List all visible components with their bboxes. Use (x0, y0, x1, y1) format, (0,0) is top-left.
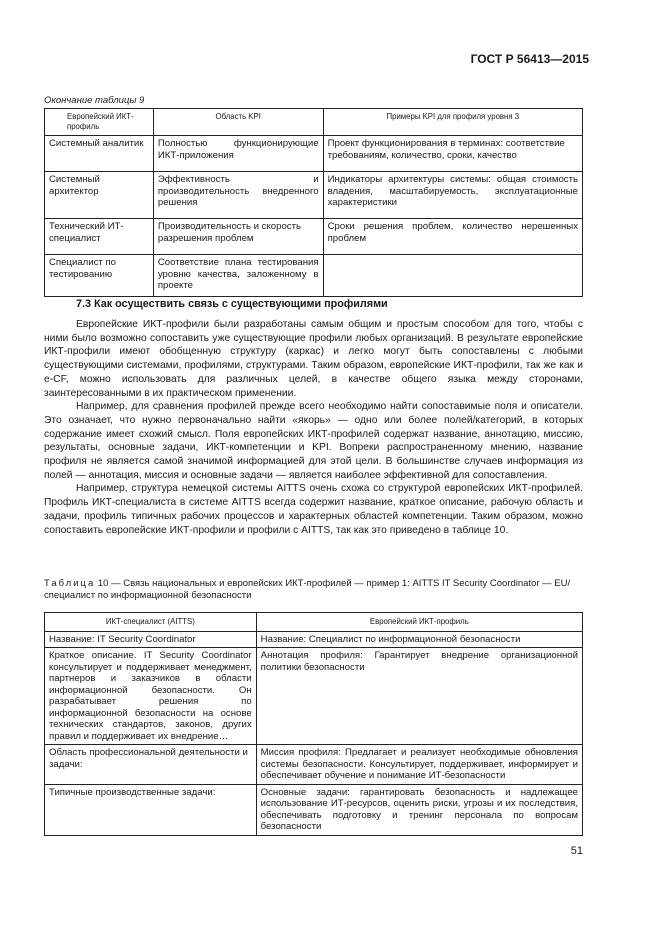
table-row (45, 648, 583, 745)
table-cell: Полностью функционирующие ИКТ-приложения (153, 136, 323, 172)
table-row (45, 172, 583, 219)
table-row (45, 745, 583, 785)
section-heading: 7.3 Как осуществить связь с существующими профилями (76, 298, 388, 310)
table-cell: Сроки решения проблем, количество нерешенных проблем (323, 219, 582, 255)
table-cell: Аннотация профиля: Гарантирует внедрение организационной политики безопасности (256, 648, 582, 745)
table-cell: Специалист по тестированию (45, 255, 154, 297)
table10-caption-label: Таблица (44, 578, 96, 589)
table-row (45, 784, 583, 835)
table-header-row (45, 613, 583, 632)
table-9 (44, 108, 583, 297)
column-header: ИКТ-специалист (AITTS) (45, 613, 257, 632)
table-header-row (45, 109, 583, 136)
table-cell: Область профессиональной деятельности и задачи: (45, 745, 257, 785)
table-row (45, 631, 583, 648)
table-cell: Проект функционирования в терминах: соответствие требованиям, количество, сроки, качество (323, 136, 582, 172)
table-cell: Название: Специалист по информационной безопасности (256, 631, 582, 648)
table-cell: Производительность и скорость разрешения проблем (153, 219, 323, 255)
table-10 (44, 612, 583, 836)
table-cell: Краткое описание. IT Security Coordinator консультирует и поддерживает менеджмент, партнеров и заказчиков в области информационной безопасности. Он разрабатывает решения по информационной безопасности на основе технических стандартов, законов, других правил и поддерживает их внедрение… (45, 648, 257, 745)
table-cell: Индикаторы архитектуры системы: общая стоимость владения, масштабируемость, эксплуатационные характеристики (323, 172, 582, 219)
paragraph: Например, для сравнения профилей прежде всего необходимо найти сопоставимые поля и описатели. Это означает, что нужно первоначально найти «якорь» — одно или более полей/категорий, в которых содержание имеет схожий смысл. Поля европейских ИКТ-профилей содержат название, аннотацию, миссию, результаты, основные задачи, ИКТ-компетенции и KPI. Вопреки распространенному мнению, название профиля не является самой значимой информацией для этой цели. В большинстве случаев информация из полей — аннотация, миссия и основные задачи — является наиболее эффективной для сопоставления. (44, 401, 583, 481)
table10-caption (44, 578, 589, 602)
column-header: Европейский ИКТ-профиль (45, 109, 154, 136)
document-header: ГОСТ Р 56413—2015 (470, 52, 589, 66)
table-cell: Технический ИТ-специалист (45, 219, 154, 255)
column-header: Область KPI (153, 109, 323, 136)
table-cell: Основные задачи: гарантировать безопасность и надлежащее использование ИТ-ресурсов, оценить риски, угрозы и их последствия, обеспечивать подготовку и тренинг персонала по вопросам безопасности (256, 784, 582, 835)
column-header: Европейский ИКТ-профиль (256, 613, 582, 632)
page-number: 51 (570, 845, 583, 857)
table-row (45, 219, 583, 255)
table-cell: Системный аналитик (45, 136, 154, 172)
table-row (45, 136, 583, 172)
table-cell: Миссия профиля: Предлагает и реализует необходимые обновления системы безопасности. Консультирует, поддерживает, информирует и обеспечивает обучение и понимание ИТ-безопасности (256, 745, 582, 785)
body-text (44, 318, 583, 537)
table9-caption: Окончание таблицы 9 (44, 95, 145, 106)
paragraph: Европейские ИКТ-профили были разработаны самым общим и простым способом для того, чтобы с ними было возможно сопоставить уже существующие профили любых организаций. В результате европейские ИКТ-профили имеют обобщенную структуру (каркас) и легко могут быть сопоставлены с любыми существующими системами, профилями, структурами. Таким образом, европейские ИКТ-профили, так же как и е-CF, можно использовать для различных целей, в качестве общего языка между сторонами, заинтересованными в их практическом применении. (44, 319, 583, 399)
table-cell: Типичные производственные задачи: (45, 784, 257, 835)
table-row (45, 255, 583, 297)
table10-caption-text: 10 — Связь национальных и европейских ИКТ-профилей — пример 1: AITTS IT Security Coordinator — EU/специалист по информационной безопасности (44, 578, 571, 601)
table-cell (323, 255, 582, 297)
table-cell: Эффективность и производительность внедренного решения (153, 172, 323, 219)
table-cell: Название: IT Security Coordinator (45, 631, 257, 648)
column-header: Примеры KPI для профиля уровня 3 (323, 109, 582, 136)
table-cell: Системный архитектор (45, 172, 154, 219)
paragraph: Например, структура немецкой системы AITTS очень схожа со структурой европейских ИКТ-профилей. Профиль ИКТ-специалиста в системе AITTS всегда содержит название, краткое описание, рабочую область и задачи, профиль типичных рабочих процессов и характерных областей компетенции. Таким образом, можно сопоставить европейские ИКТ-профили и профили с AITTS, так как это приведено в таблице 10. (44, 483, 583, 536)
table-cell: Соответствие плана тестирования уровню качества, заложенному в проекте (153, 255, 323, 297)
